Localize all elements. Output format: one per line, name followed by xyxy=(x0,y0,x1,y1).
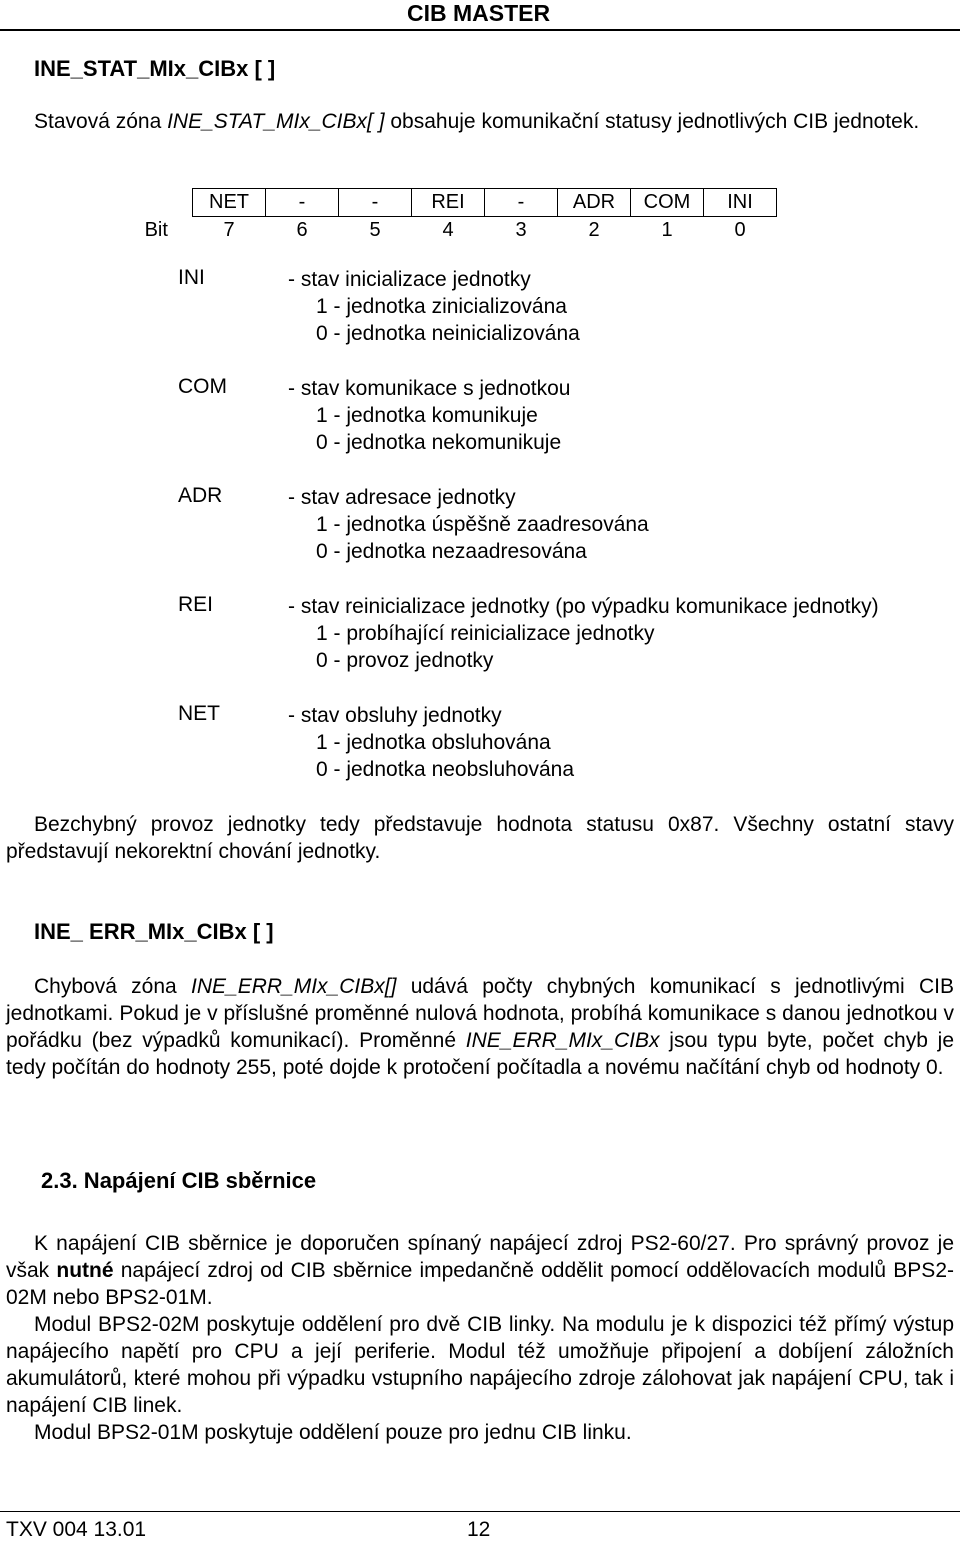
bit-table xyxy=(120,188,777,244)
bit-name-cell: REI xyxy=(412,189,485,217)
footer-doc-code: TXV 004 13.01 xyxy=(6,1518,147,1541)
s2-var2: INE_ERR_MIx_CIBx xyxy=(465,1029,660,1052)
s3-p1-pre: K napájení CIB sběrnice je doporučen spínaný napájecí zdroj PS2-60/27. Pro správný provoz je však xyxy=(6,1232,954,1282)
bit-name-cell: - xyxy=(485,189,558,217)
bit-desc-zero: 0 - jednotka nekomunikuje xyxy=(316,431,562,454)
s2-pre: Chybová zóna xyxy=(34,975,192,998)
bit-name-cell: - xyxy=(266,189,339,217)
section1-intro xyxy=(6,108,954,135)
bit-desc-one: 1 - jednotka obsluhována xyxy=(316,731,551,754)
section2-heading: INE_ ERR_MIx_CIBx [ ] xyxy=(34,919,274,944)
header-rule xyxy=(0,29,960,31)
s3-p1-post: napájecí zdroj od CIB sběrnice impedančně oddělit pomocí oddělovacích modulů BPS2-02M nebo BPS2-01M. xyxy=(6,1259,954,1309)
bit-code-adr: ADR xyxy=(178,484,223,507)
footer-page-number: 12 xyxy=(467,1518,491,1541)
bit-desc-title: - stav komunikace s jednotkou xyxy=(288,377,571,400)
intro-post: obsahuje komunikační statusy jednotlivých CIB jednotek. xyxy=(384,110,920,133)
bit-number-cell: 6 xyxy=(296,219,308,241)
bit-desc-zero: 0 - jednotka nezaadresována xyxy=(316,540,587,563)
bit-number-cell: 5 xyxy=(369,219,381,241)
footer-rule xyxy=(0,1511,960,1512)
bit-table-corner xyxy=(120,189,193,217)
section3-heading: 2.3. Napájení CIB sběrnice xyxy=(41,1168,317,1193)
header-title: CIB MASTER xyxy=(407,0,551,26)
bit-name-cell: INI xyxy=(704,189,777,217)
bit-desc-one: 1 - jednotka komunikuje xyxy=(316,404,538,427)
section3-paragraph-2: Modul BPS2-02M poskytuje oddělení pro dvě CIB linky. Na modulu je k dispozici též přímý výstup napájecího napětí pro CPU a její periferie. Modul též umožňuje připojení a dobíjení záložních akumulátorů, které mohou při výpadku vstupního napájecího zdroje zálohovat jak napájení CPU, tak i napájení CIB linek. xyxy=(6,1313,954,1417)
bit-desc-one: 1 - jednotka zinicializována xyxy=(316,295,567,318)
bit-number-cell: 7 xyxy=(223,219,235,241)
s2-mid: udává počty chybných komunikací s jednotlivými CIB jednotkami. Pokud je v příslušné proměnné nulová hodnota, probíhá komunikace s danou jednotkou v pořádku (bez výpadků komunikací). Proměnné xyxy=(6,975,954,1052)
bit-desc-zero: 0 - jednotka neinicializována xyxy=(316,322,580,345)
bit-desc-one: 1 - jednotka úspěšně zaadresována xyxy=(316,513,649,536)
bit-name-cell: NET xyxy=(193,189,266,217)
bit-desc-zero: 0 - jednotka neobsluhována xyxy=(316,758,575,781)
bit-desc-zero: 0 - provoz jednotky xyxy=(316,649,494,672)
bit-code-com: COM xyxy=(178,375,227,398)
bit-code-rei: REI xyxy=(178,593,214,616)
bit-row-label: Bit xyxy=(144,218,168,241)
bit-name-cell: - xyxy=(339,189,412,217)
bit-number-cell: 0 xyxy=(734,219,746,241)
bit-number-cell: 2 xyxy=(588,219,600,241)
status-summary: Bezchybný provoz jednotky tedy představuje hodnota statusu 0x87. Všechny ostatní stavy představují nekorektní chování jednotky. xyxy=(6,813,954,863)
intro-pre: Stavová zóna xyxy=(34,110,168,133)
bit-number-cell: 3 xyxy=(515,219,527,241)
bit-desc-one: 1 - probíhající reinicializace jednotky xyxy=(316,622,655,645)
bit-code-ini: INI xyxy=(178,266,205,289)
bit-name-cell: ADR xyxy=(558,189,631,217)
s2-var: INE_ERR_MIx_CIBx[] xyxy=(191,975,397,998)
bit-number-cell: 4 xyxy=(442,219,454,241)
intro-var: INE_STAT_MIx_CIBx[ ] xyxy=(167,110,385,133)
s3-p1-bold: nutné xyxy=(56,1259,114,1282)
bit-name-cell: COM xyxy=(631,189,704,217)
bit-desc-com xyxy=(288,375,570,456)
section3-paragraph-3: Modul BPS2-01M poskytuje oddělení pouze pro jednu CIB linku. xyxy=(34,1421,632,1444)
bit-desc-rei xyxy=(288,593,879,674)
bit-desc-net xyxy=(288,702,574,783)
bit-desc-adr xyxy=(288,484,649,565)
s2-post: jsou typu byte, počet chyb je tedy počítán do hodnoty 255, poté dojde k protočení počítadla a novému načítání chyb od hodnoty 0. xyxy=(6,1029,954,1079)
section3-paragraph-1 xyxy=(6,1230,954,1311)
bit-desc-title: - stav inicializace jednotky xyxy=(288,268,531,291)
section2-paragraph xyxy=(6,973,954,1081)
bit-code-net: NET xyxy=(178,702,220,725)
bit-desc-title: - stav reinicializace jednotky (po výpadku komunikace jednotky) xyxy=(288,595,879,618)
bit-number-cell: 1 xyxy=(661,219,673,241)
bit-desc-title: - stav adresace jednotky xyxy=(288,486,516,509)
section1-heading: INE_STAT_MIx_CIBx [ ] xyxy=(34,56,276,81)
bit-desc-ini xyxy=(288,266,580,347)
bit-desc-title: - stav obsluhy jednotky xyxy=(288,704,502,727)
